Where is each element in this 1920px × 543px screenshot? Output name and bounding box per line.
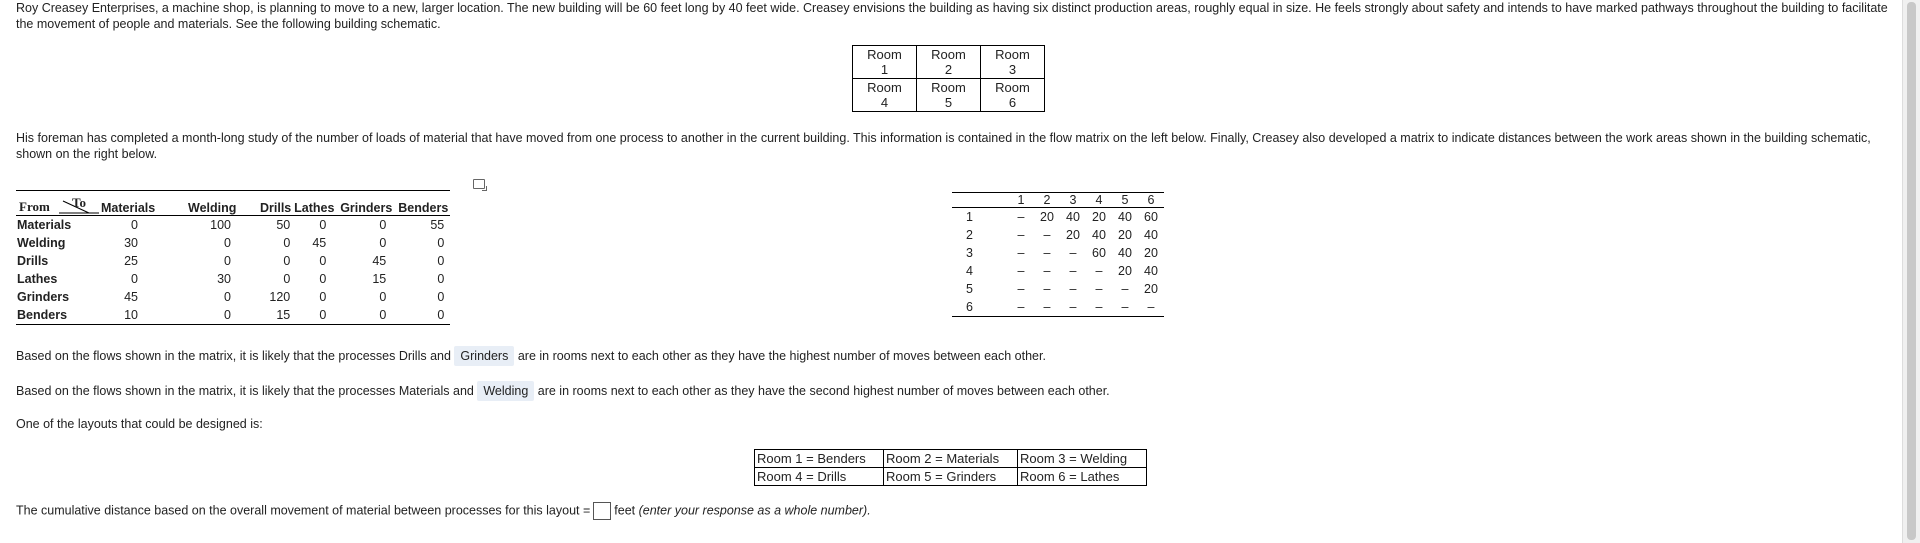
layout-cell: Room 5 = Grinders [884,468,1018,486]
distance-col-header: 4 [1086,193,1112,208]
question-2-after: are in rooms next to each other as they have the second highest number of moves between each other. [537,384,1110,398]
intro-text: Roy Creasey Enterprises, a machine shop, is planning to move to a new, larger location. The new building will be 60 feet long by 40 feet wide. Creasey envisions the building as having six distinct production areas, roughly equal in size. He feels strongly about safety and intends to have marked pathways throughout the building to facilitate the movement of people and materials. See the following building schematic. [16,1,1888,31]
flow-cell: 0 [292,306,336,325]
distance-cell: – [1121,282,1129,296]
schematic-room-3: Room 3 [981,46,1045,79]
distance-row-label: 1 [966,210,973,224]
schematic-room-5: Room 5 [917,79,981,112]
final-question [16,502,871,520]
distance-row [952,298,1164,317]
distance-cell: – [1086,298,1112,317]
schematic-room-6: Room 6 [981,79,1045,112]
schematic-room-2: Room 2 [917,46,981,79]
flow-cell: 30 [124,236,138,250]
final-question-text: The cumulative distance based on the overall movement of material between processes for this layout = [16,503,591,518]
question-2 [16,381,1110,401]
distance-cell: – [1017,282,1025,296]
flow-cell: 0 [283,236,291,250]
flow-cell: 0 [283,272,291,286]
flow-cell: 0 [396,306,450,325]
from-label: From [19,199,50,214]
flow-cell: 0 [319,254,327,268]
distance-row-label: 6 [952,298,1008,317]
flow-cell: 45 [124,290,138,304]
flow-cell: 0 [319,290,327,304]
distance-row-label: 4 [966,264,973,278]
distance-cell: – [1043,282,1051,296]
distance-cell: 40 [1066,210,1080,224]
final-hint: (enter your response as a whole number). [638,503,871,518]
distance-cell: 40 [1092,228,1106,242]
distance-cell: – [1017,228,1025,242]
flow-cell: 0 [319,272,327,286]
flow-row-label: Drills [17,254,49,268]
answer-dropdown-2[interactable]: Welding [477,381,534,401]
flow-row-label: Grinders [17,290,70,304]
flow-cell: 25 [124,254,138,268]
flow-cell: 100 [210,218,231,232]
layout-cell: Room 6 = Lathes [1018,468,1147,486]
flow-col-header: Benders [396,191,450,216]
building-schematic [852,45,1045,112]
final-unit: feet [614,503,636,518]
flow-cell: 0 [224,290,231,304]
flow-col-header: Materials [100,191,174,216]
flow-cell: 0 [379,218,387,232]
flow-cell: 15 [372,272,387,286]
distance-cell: – [1095,264,1103,278]
flow-cell: 120 [269,290,291,304]
flow-col-header: Drills [259,191,292,216]
flow-cell: 0 [224,236,231,250]
flow-cell: 0 [319,218,327,232]
flow-cell: 0 [437,236,445,250]
distance-cell: 20 [1144,282,1158,296]
distance-cell: – [1069,282,1077,296]
distance-cell: 20 [1118,228,1132,242]
flow-row [16,288,450,306]
distance-cell: – [1008,298,1034,317]
to-label: To [72,195,86,210]
flow-cell: 45 [312,236,327,250]
flow-cell: 0 [437,290,445,304]
flow-row [16,270,450,288]
question-1 [16,346,1046,366]
flow-corner-header [16,191,100,216]
distance-row-label: 2 [966,228,973,242]
layout-table [754,449,1147,486]
distance-cell: – [1069,264,1077,278]
distance-matrix [952,192,1164,317]
distance-cell: – [1112,298,1138,317]
question-1-after: are in rooms next to each other as they have the highest number of moves between each other. [517,349,1046,363]
distance-row [952,208,1164,227]
distance-col-header: 2 [1034,193,1060,208]
expand-icon[interactable] [473,179,485,189]
flow-cell: 0 [283,254,291,268]
layout-intro: One of the layouts that could be designed is: [16,417,263,431]
flow-cell: 0 [131,272,138,286]
distance-corner-header [952,193,1008,208]
flow-study-text: His foreman has completed a month-long study of the number of loads of material that have moved from one process to another in the current building. This information is contained in the flow matrix on the left below. Finally, Creasey also developed a matrix to indicate distances between the work areas shown in the building schematic, shown on the right below. [16,131,1871,161]
flow-row-label: Benders [16,306,100,325]
scrollbar-thumb[interactable] [1907,2,1916,540]
flow-cell: 10 [100,306,174,325]
distance-col-header: 1 [1008,193,1034,208]
question-2-before: Based on the flows shown in the matrix, it is likely that the processes Materials and [16,384,474,398]
distance-cell: – [1043,246,1051,260]
flow-cell: 0 [379,236,387,250]
flow-cell: 0 [224,254,231,268]
distance-cell: 20 [1040,210,1054,224]
distance-cell: – [1043,228,1051,242]
flow-col-header: Welding [174,191,259,216]
flow-cell: 55 [430,218,445,232]
flow-row-label: Welding [17,236,66,250]
flow-row [16,216,450,235]
distance-row [952,280,1164,298]
layout-cell: Room 2 = Materials [884,450,1018,468]
flow-row-label: Lathes [17,272,58,286]
flow-cell: 0 [131,218,138,232]
flow-cell: 30 [217,272,231,286]
distance-cell: 20 [1092,210,1106,224]
distance-cell: 20 [1066,228,1080,242]
distance-col-header: 5 [1112,193,1138,208]
distance-cell: 60 [1144,210,1158,224]
flow-cell: 0 [336,306,396,325]
distance-cell: – [1095,282,1103,296]
distance-col-header: 6 [1138,193,1164,208]
distance-cell: – [1017,264,1025,278]
flow-cell: 50 [276,218,291,232]
distance-col-header: 3 [1060,193,1086,208]
distance-cell: – [1138,298,1164,317]
distance-row-label: 5 [966,282,973,296]
distance-cell: – [1043,264,1051,278]
flow-cell: 0 [437,254,445,268]
distance-cell: 40 [1118,210,1132,224]
distance-row [952,244,1164,262]
distance-cell: 40 [1144,228,1158,242]
layout-cell: Room 3 = Welding [1018,450,1147,468]
layout-cell: Room 1 = Benders [755,450,884,468]
distance-cell: – [1060,298,1086,317]
layout-cell: Room 4 = Drills [755,468,884,486]
flow-cell: 45 [372,254,387,268]
distance-cell: – [1034,298,1060,317]
flow-cell: 0 [174,306,259,325]
schematic-room-1: Room 1 [853,46,917,79]
distance-row [952,226,1164,244]
distance-cell: 40 [1144,264,1158,278]
distance-cell: 60 [1092,246,1106,260]
distance-row-label: 3 [966,246,973,260]
distance-row [952,262,1164,280]
flow-row [16,306,450,325]
distance-cell: 20 [1144,246,1158,260]
question-1-before: Based on the flows shown in the matrix, it is likely that the processes Drills and [16,349,451,363]
distance-cell: – [1017,210,1025,224]
schematic-room-4: Room 4 [853,79,917,112]
answer-dropdown-1[interactable]: Grinders [454,346,514,366]
flow-cell: 0 [437,272,445,286]
distance-cell: – [1017,246,1025,260]
flow-row [16,234,450,252]
flow-cell: 15 [259,306,292,325]
flow-row-label: Materials [17,218,72,232]
flow-cell: 0 [379,290,387,304]
distance-answer-input[interactable] [593,502,611,520]
distance-cell: – [1069,246,1077,260]
flow-row [16,252,450,270]
flow-matrix [16,190,450,325]
distance-cell: 20 [1118,264,1132,278]
distance-cell: 40 [1118,246,1132,260]
flow-col-header: Grinders [336,191,396,216]
flow-col-header: Lathes [292,191,336,216]
